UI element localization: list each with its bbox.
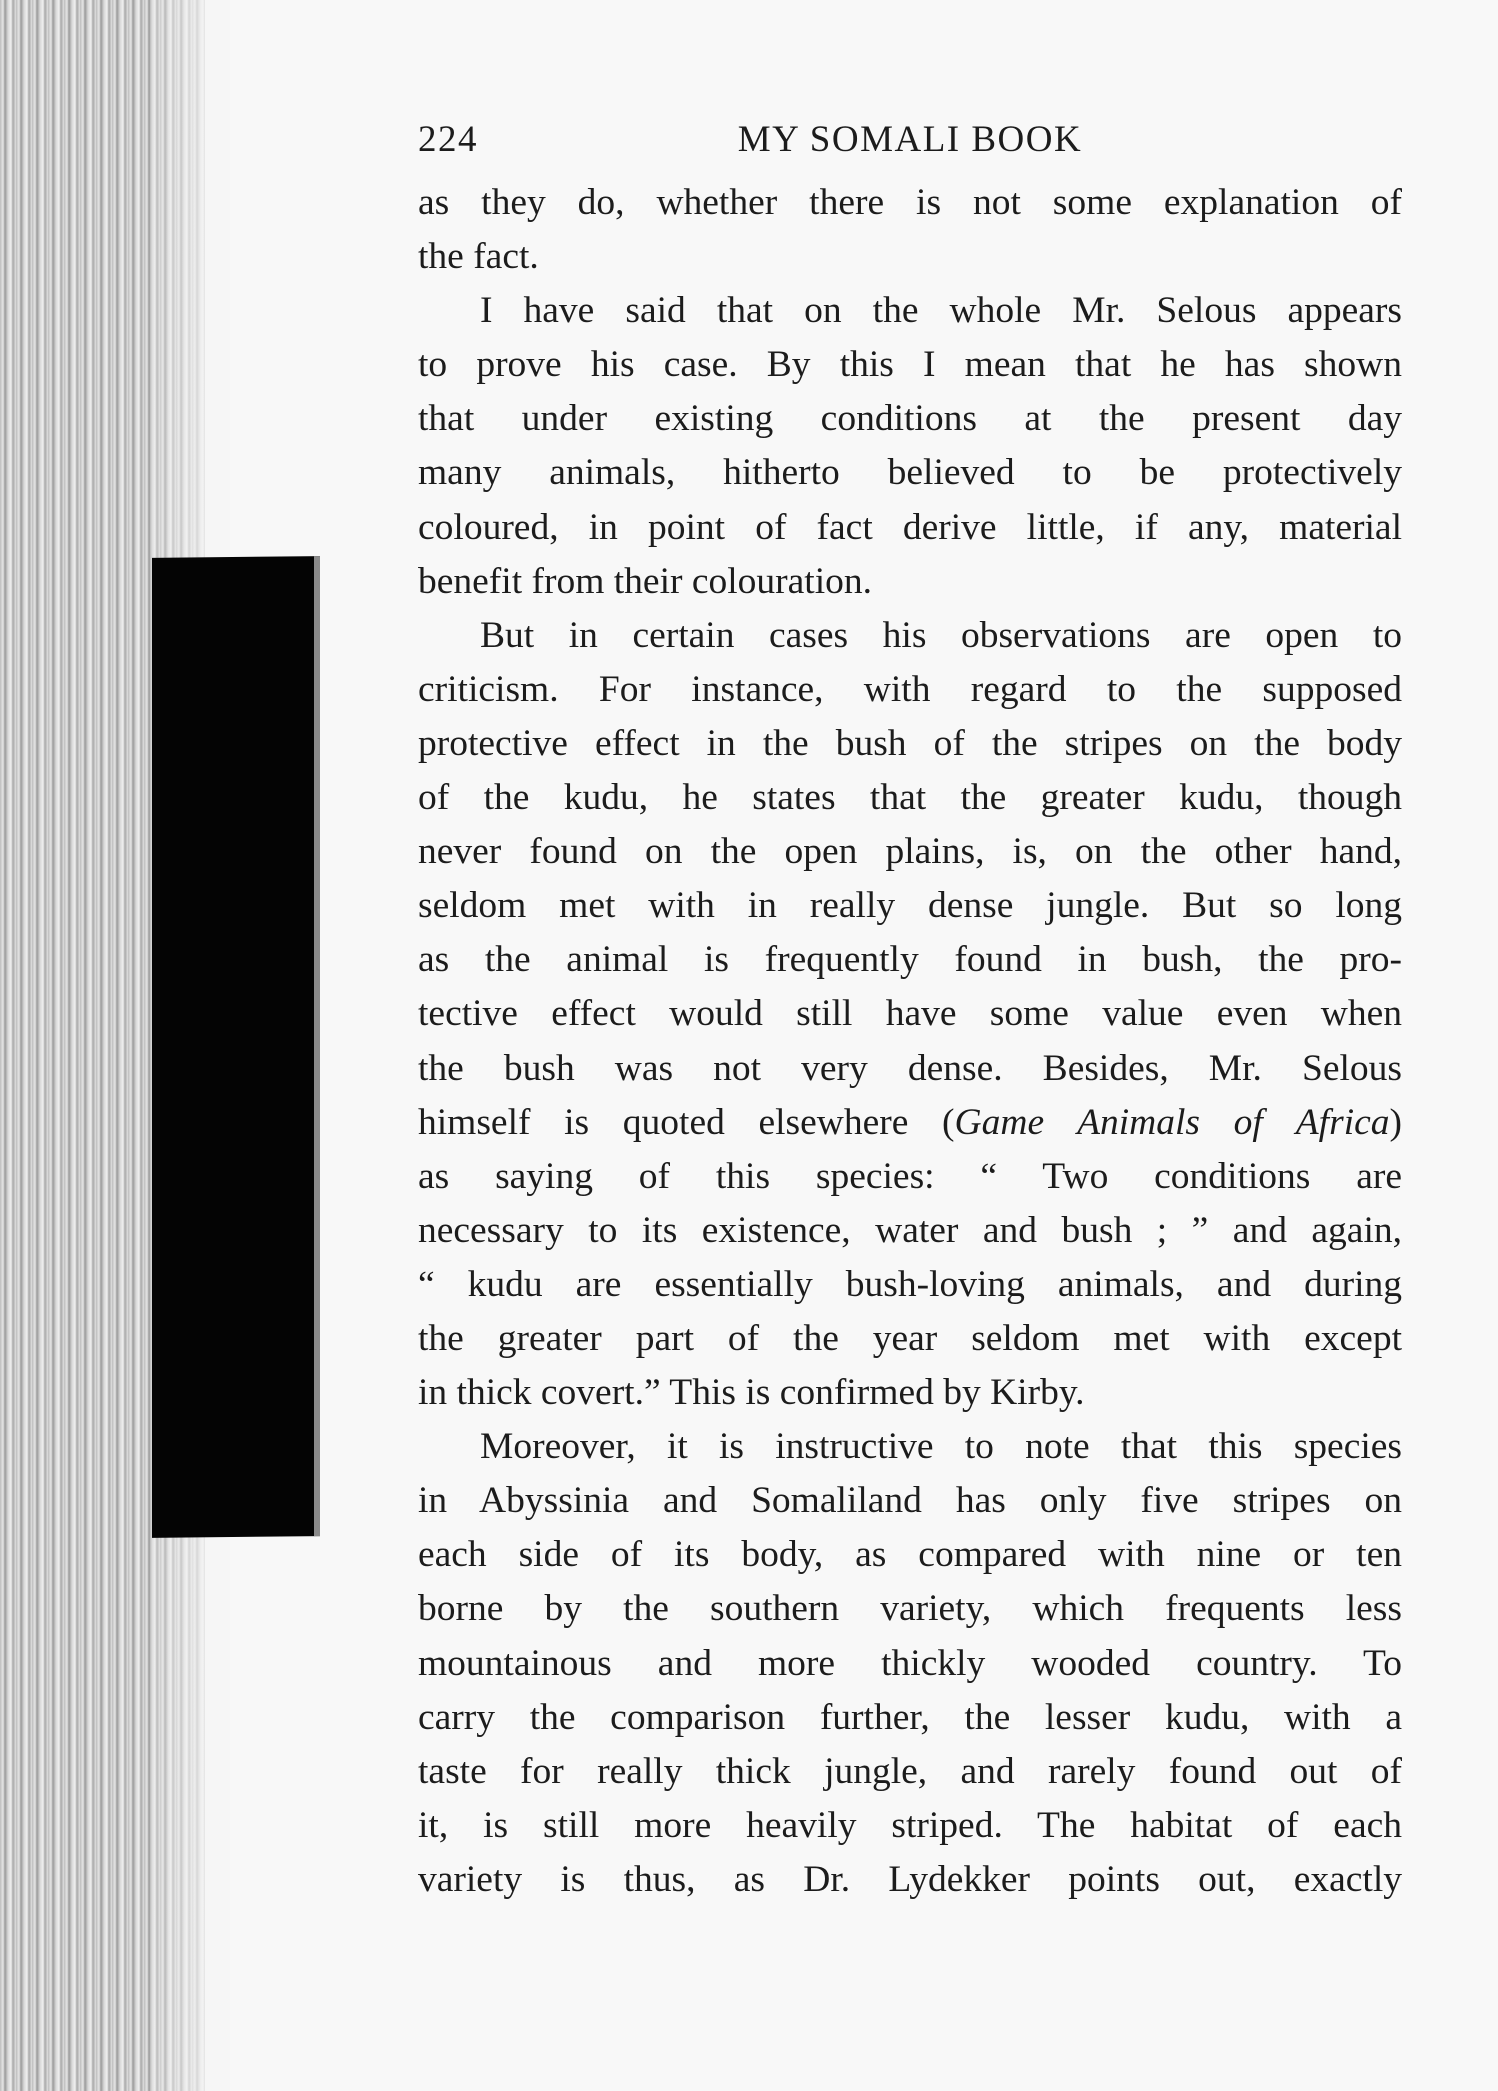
text-line: the fact. xyxy=(418,236,539,278)
page-number: 224 xyxy=(418,119,478,160)
text-line: each side of its body, as compared with nine or ten xyxy=(418,1534,1402,1576)
cited-title: Game Animals of Africa xyxy=(954,1101,1390,1143)
text-line: But in certain cases his observations are open to xyxy=(480,614,1402,656)
text-line: criticism. For instance, with regard to the supposed xyxy=(418,668,1402,710)
text-line: coloured, in point of fact derive little, if any, material xyxy=(418,506,1402,548)
text-line: many animals, hitherto believed to be protectively xyxy=(418,452,1402,494)
text-line: carry the comparison further, the lesser kudu, with a xyxy=(418,1696,1402,1738)
text-line: himself is quoted elsewhere (Game Animals of Africa) xyxy=(418,1101,1403,1143)
text-line: as the animal is frequently found in bush, the pro- xyxy=(418,939,1402,981)
text-line: tective effect would still have some value even when xyxy=(418,993,1402,1035)
text-line: mountainous and more thickly wooded country. To xyxy=(418,1642,1402,1684)
text-line: in thick covert.” This is confirmed by Kirby. xyxy=(418,1372,1085,1414)
text-line: benefit from their colouration. xyxy=(418,560,873,602)
text-line: never found on the open plains, is, on the other hand, xyxy=(418,831,1402,873)
text-line: the bush was not very dense. Besides, Mr. Selous xyxy=(418,1047,1402,1089)
text-line: necessary to its existence, water and bush ; ” and again, xyxy=(418,1209,1402,1251)
text-line: I have said that on the whole Mr. Selous appears xyxy=(480,290,1402,332)
text-line: “ kudu are essentially bush-loving animals, and during xyxy=(418,1263,1402,1305)
book-title: MY SOMALI BOOK xyxy=(737,119,1083,160)
text-line: it, is still more heavily striped. The habitat of each xyxy=(418,1804,1402,1846)
text-line: seldom met with in really dense jungle. But so long xyxy=(418,885,1402,927)
text-line: as they do, whether there is not some explanation of xyxy=(418,182,1402,223)
text-line: in Abyssinia and Somaliland has only five stripes on xyxy=(418,1480,1402,1522)
text-line: to prove his case. By this I mean that he has shown xyxy=(418,344,1402,386)
text-line: borne by the southern variety, which frequents less xyxy=(418,1588,1402,1630)
text-line: as saying of this species: “ Two conditions are xyxy=(418,1155,1402,1197)
text-line: protective effect in the bush of the stripes on the body xyxy=(418,722,1402,764)
text-line: taste for really thick jungle, and rarely found out of xyxy=(418,1750,1402,1792)
book-page xyxy=(418,118,1402,1907)
text-line: the greater part of the year seldom met with except xyxy=(418,1317,1402,1359)
text-line: that under existing conditions at the present day xyxy=(418,398,1402,440)
running-head xyxy=(418,118,1402,178)
body-text xyxy=(418,176,1402,1907)
text-line: variety is thus, as Dr. Lydekker points out, exactly xyxy=(418,1858,1402,1900)
text-line: Moreover, it is instructive to note that this species xyxy=(480,1426,1402,1468)
bookmark-ribbon xyxy=(152,556,320,1538)
text-line: of the kudu, he states that the greater kudu, though xyxy=(418,777,1402,819)
